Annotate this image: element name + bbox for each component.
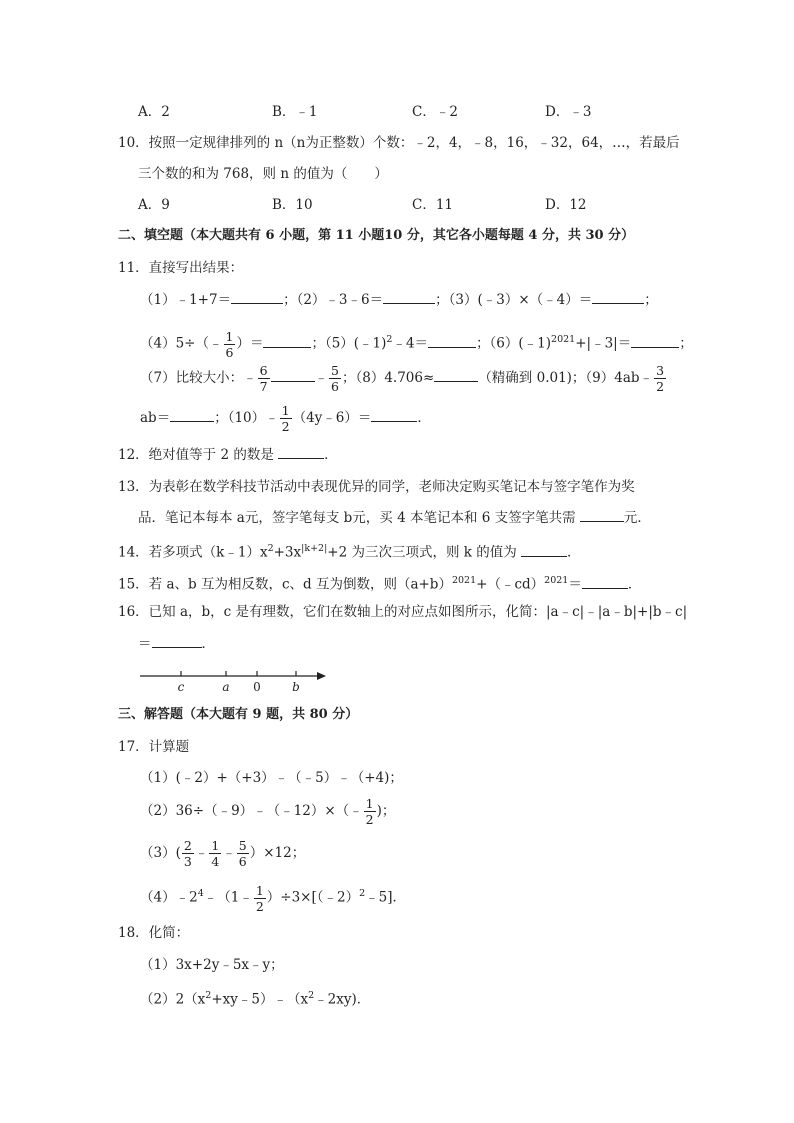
fraction-1-6: $\frac{1}{6}$: [225, 328, 234, 360]
q11-row1: [140, 290, 658, 310]
fraction-1-2: $\frac{1}{2}$: [281, 403, 290, 434]
q13-line2: 品．笔记本每本 a元，签字笔每支 b元，买 4 本笔记本和 6 支签字笔共需 元．: [138, 510, 651, 526]
q11-r4d: ．: [417, 410, 431, 426]
q10-line2: 三个数的和为 768，则 n 的值为（ ）: [138, 166, 388, 182]
q11-r2a: （4）5÷（﹣: [140, 335, 223, 352]
fraction-1-2: $\frac{1}{2}$: [365, 796, 374, 827]
q11-r4c: （4y﹣6）＝: [292, 410, 372, 426]
q12-blank[interactable]: [278, 445, 324, 459]
q11-r2d: ﹣4＝: [392, 335, 429, 352]
q11-blank-2[interactable]: [383, 290, 435, 304]
fraction-1-4: $\frac{1}{4}$: [211, 838, 220, 869]
fraction-5-6: $\frac{5}{6}$: [331, 363, 339, 394]
q15: 15．若 a、b 互为相反数，c、d 互为倒数，则$(a+b)^{2021}+(﹣cd)^{2021}=$ ．: [118, 575, 642, 593]
label-c: c: [177, 680, 185, 694]
q17-part4: $(4)﹣2^4﹣(1﹣$ $\frac{1}{2}$ ）÷3×[（﹣2）$^2$﹣5]．: [140, 882, 407, 914]
q11-blank-10[interactable]: [371, 408, 417, 422]
q9-option-d[interactable]: D．﹣3: [545, 104, 592, 120]
q11-r2g: +|﹣3|＝: [575, 335, 632, 352]
label-a: a: [222, 680, 230, 694]
q11-blank-3[interactable]: [592, 290, 644, 304]
q10-option-a[interactable]: A．9: [138, 197, 170, 213]
q10-line1: 10．按照一定规律排列的 n（n为正整数）个数：﹣2，4，﹣8，16，﹣32，64，…，若最后: [118, 135, 680, 151]
label-b: b: [292, 680, 300, 694]
q11-r2c: ；（5）(﹣1): [311, 335, 387, 352]
section-3-heading: 三、解答题（本大题有 9 题，共 80 分）: [118, 707, 359, 722]
q11-r1a: （1）﹣1+7＝: [140, 292, 232, 308]
q9-option-a[interactable]: A．2: [138, 104, 170, 120]
q18-part1: （1）3x+2y﹣5x﹣y；: [140, 957, 284, 973]
q11-r1c: ；（3）(﹣3）×（﹣4）＝: [435, 292, 593, 308]
q9-option-b[interactable]: B．﹣1: [272, 104, 318, 120]
q14: 14．若多项式$(k﹣1)x^2+3x^{|k+2|}+2$ 为三次三项式，则 k 的值为 ．: [118, 543, 581, 561]
q11-r3a: （7）比较大小：﹣: [140, 370, 257, 386]
q17-part1: （1）(﹣2）+（+3）﹣（﹣5）﹣（+4)；: [140, 770, 403, 786]
q11-blank-5[interactable]: [428, 334, 476, 348]
q11-stem: 11．直接写出结果：: [118, 260, 244, 276]
q11-r3c: ；（8）4.706≈: [342, 370, 435, 386]
q15-blank[interactable]: [582, 575, 628, 589]
q11-blank-9[interactable]: [170, 408, 214, 422]
q17-part3: （3）( $\frac{2}{3}$ ﹣ $\frac{1}{4}$ ﹣ $\frac{5}{6}$ ）×12；: [140, 838, 306, 869]
q13-line1: 13．为表彰在数学科技节活动中表现优异的同学，老师决定购买笔记本与签字笔作为奖: [118, 479, 635, 495]
label-0: 0: [253, 680, 261, 694]
number-line-arrow-icon: [317, 672, 326, 680]
fraction-6-7: $\frac{6}{7}$: [259, 363, 268, 394]
q11-blank-6[interactable]: [631, 334, 679, 348]
q11-row4: [140, 400, 431, 436]
q13-blank[interactable]: [580, 508, 624, 522]
q11-r3d: （精确到 0.01)；（9）4ab﹣: [478, 370, 654, 386]
q11-r1d: ；: [644, 292, 658, 308]
q18-part2: $(2)2(x^2+xy﹣5)﹣(x^2﹣2xy)$．: [140, 990, 371, 1008]
fraction-3-2: $\frac{3}{2}$: [656, 363, 665, 394]
section-2-heading: 二、填空题（本大题共有 6 小题，第 11 小题10 分，其它各小题每题 4 分，共 30 分）: [118, 228, 635, 243]
q11-r1b: ；（2）﹣3﹣6＝: [283, 292, 384, 308]
q11-r2e: ；（6）(﹣1): [476, 335, 552, 352]
q10-option-d[interactable]: D．12: [545, 197, 587, 213]
q11-blank-4[interactable]: [263, 334, 311, 348]
q17-part2: （2）36÷（﹣9）﹣（﹣12）×（﹣ $\frac{1}{2}$ )；: [140, 796, 396, 827]
q17-stem: 17．计算题: [118, 739, 190, 755]
number-line: [136, 664, 336, 696]
q11-r4b: ；（10）﹣: [214, 410, 279, 426]
q16-line1: 16．已知 a，b，c 是有理数，它们在数轴上的对应点如图所示，化简：|a﹣c|﹣|a﹣b|+|b﹣c|: [118, 604, 688, 620]
q12: 12．绝对值等于 2 的数是 ．: [118, 447, 338, 463]
q11-row3: [140, 360, 667, 396]
q11-r2h: ；: [679, 335, 693, 352]
q11-blank-1[interactable]: [231, 290, 283, 304]
q18-stem: 18．化简：: [118, 925, 190, 941]
fraction-1-2: $\frac{1}{2}$: [255, 882, 264, 914]
q9-option-c[interactable]: C．﹣2: [412, 104, 458, 120]
q10-option-c[interactable]: C．11: [412, 197, 454, 213]
q16-blank[interactable]: [152, 634, 202, 648]
q11-r2b: ）＝: [236, 335, 264, 352]
q10-option-b[interactable]: B．10: [272, 197, 313, 213]
q11-blank-7[interactable]: [271, 368, 315, 382]
fraction-2-3: $\frac{2}{3}$: [183, 838, 192, 869]
q11-r3b: ﹣: [314, 370, 329, 386]
q11-r4a: ab＝: [140, 410, 171, 426]
q11-blank-8[interactable]: [434, 368, 478, 382]
q11-row2: （4）5÷（﹣ $\frac{1}{6}$ ）＝ ；（5）(﹣1)$^2$﹣4＝ ；（6）(﹣1)$^{2021}$+|﹣3|＝ ；: [140, 328, 693, 360]
fraction-5-6: $\frac{5}{6}$: [238, 838, 247, 869]
q16-line2: ＝ ．: [138, 636, 215, 652]
q14-blank[interactable]: [521, 543, 567, 557]
